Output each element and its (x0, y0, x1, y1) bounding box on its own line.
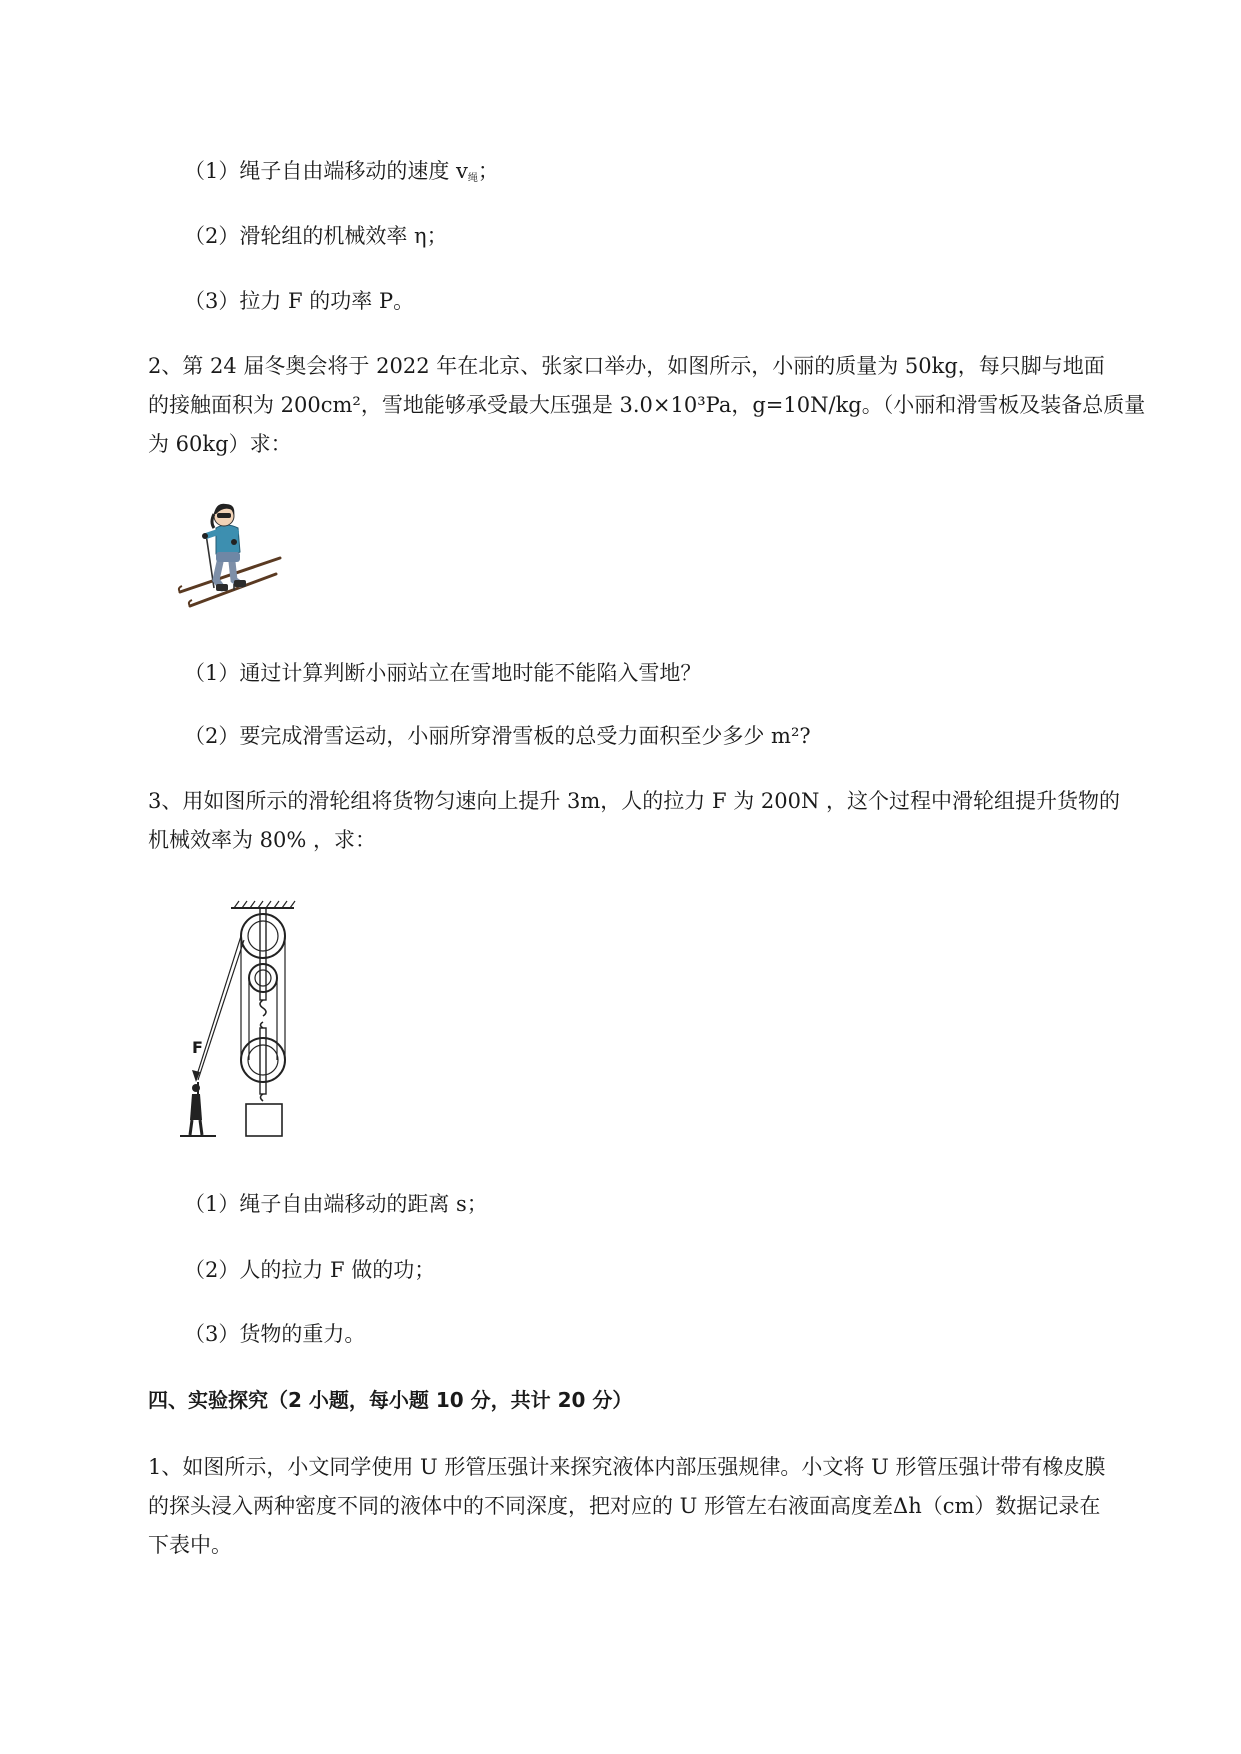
q2-line-1: 2、第 24 届冬奥会将于 2022 年在北京、张家口举办，如图所示，小丽的质量为 50kg，每只脚与地面 (148, 354, 1105, 378)
q2-line-2: 的接触面积为 200cm²，雪地能够承受最大压强是 3.0×10³Pa，g=10N/kg。（小丽和滑雪板及装备总质量 (148, 393, 1146, 417)
pulley-figure (176, 898, 306, 1138)
s4-q1-line-3: 下表中。 (148, 1533, 232, 1557)
q2-part-2: （2）要完成滑雪运动，小丽所穿滑雪板的总受力面积至少多少 m²? (184, 724, 811, 748)
velocity-subscript: 绳 (467, 173, 478, 184)
s4-q1-line-1: 1、如图所示，小文同学使用 U 形管压强计来探究液体内部压强规律。小文将 U 形管压强计带有橡皮膜 (148, 1455, 1106, 1479)
q3-part-1: （1）绳子自由端移动的距离 s； (184, 1192, 488, 1216)
skier-figure (176, 496, 286, 610)
prev-part-2: （2）滑轮组的机械效率 η； (184, 224, 448, 248)
force-label: F (192, 1038, 203, 1057)
section-heading: 四、实验探究（2 小题，每小题 10 分，共计 20 分） (148, 1388, 633, 1412)
q2-part-1: （1）通过计算判断小丽站立在雪地时能不能陷入雪地？ (184, 661, 702, 685)
q2-line-3: 为 60kg）求： (148, 432, 292, 456)
s4-q1-line-2: 的探头浸入两种密度不同的液体中的不同深度，把对应的 U 形管左右液面高度差Δh（cm）数据记录在 (148, 1494, 1101, 1518)
q3-part-2: （2）人的拉力 F 做的功； (184, 1258, 436, 1282)
q3-line-2: 机械效率为 80% ，求： (148, 828, 377, 852)
prev-part-1: （1）绳子自由端移动的速度 v绳； (184, 159, 499, 184)
q3-part-3: （3）货物的重力。 (184, 1322, 366, 1346)
q3-line-1: 3、用如图所示的滑轮组将货物匀速向上提升 3m，人的拉力 F 为 200N ，这个过程中滑轮组提升货物的 (148, 789, 1121, 813)
prev-part-3: （3）拉力 F 的功率 P。 (184, 289, 415, 313)
